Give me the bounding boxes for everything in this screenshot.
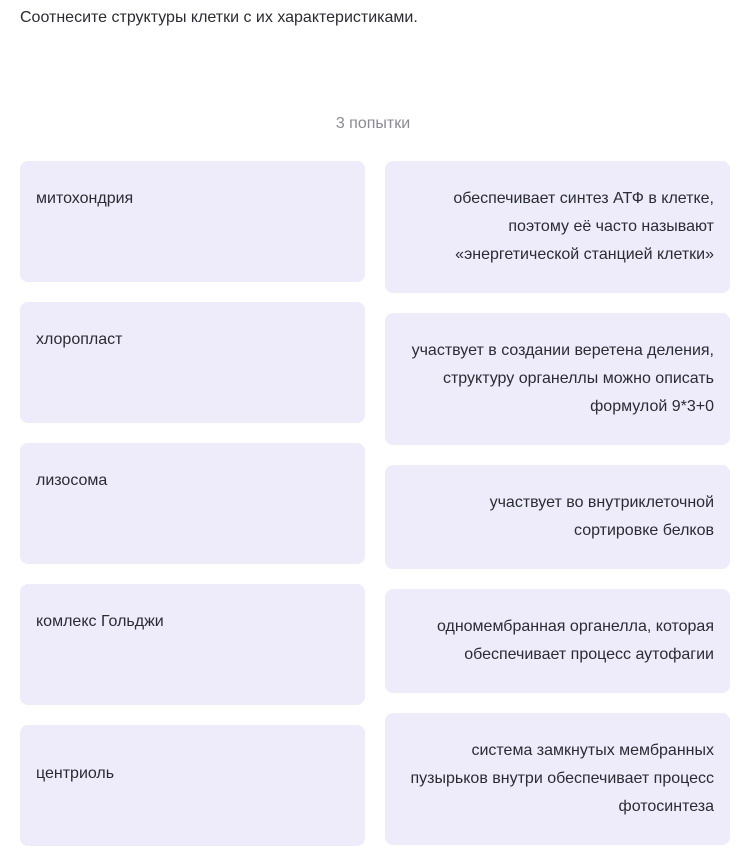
left-item-label: хлоропласт bbox=[36, 331, 123, 348]
right-item-label: система замкнутых мембранных пузырьков внутри обеспечивает процесс фотосинтеза bbox=[410, 742, 714, 815]
left-item-golgi-complex[interactable] bbox=[20, 584, 365, 705]
right-item-card[interactable] bbox=[385, 313, 730, 445]
right-item-card[interactable] bbox=[385, 713, 730, 845]
question-instruction: Соотнесите структуры клетки с их характеристиками. bbox=[20, 9, 418, 26]
left-item-label: центриоль bbox=[36, 765, 115, 782]
left-item-mitochondria[interactable] bbox=[20, 161, 365, 282]
left-item-chloroplast[interactable] bbox=[20, 302, 365, 423]
right-item-label: участвует в создании веретена деления, структуру органеллы можно описать формулой 9*3+0 bbox=[411, 342, 714, 415]
left-item-centriole[interactable] bbox=[20, 725, 365, 846]
left-item-label: комлекс Гольджи bbox=[36, 613, 164, 630]
attempts-counter: 3 попытки bbox=[335, 115, 411, 132]
right-item-label: обеспечивает синтез АТФ в клетке, поэтому её часто называют «энергетической станцией клетки» bbox=[453, 190, 714, 263]
right-item-card[interactable] bbox=[385, 589, 730, 693]
right-item-label: одномембранная органелла, которая обеспечивает процесс аутофагии bbox=[436, 618, 714, 663]
left-item-lysosome[interactable] bbox=[20, 443, 365, 564]
right-item-card[interactable] bbox=[385, 161, 730, 293]
right-item-label: участвует во внутриклеточной сортировке белков bbox=[489, 494, 714, 539]
left-item-label: митохондрия bbox=[36, 190, 134, 207]
right-item-card[interactable] bbox=[385, 465, 730, 569]
left-item-label: лизосома bbox=[36, 472, 108, 489]
